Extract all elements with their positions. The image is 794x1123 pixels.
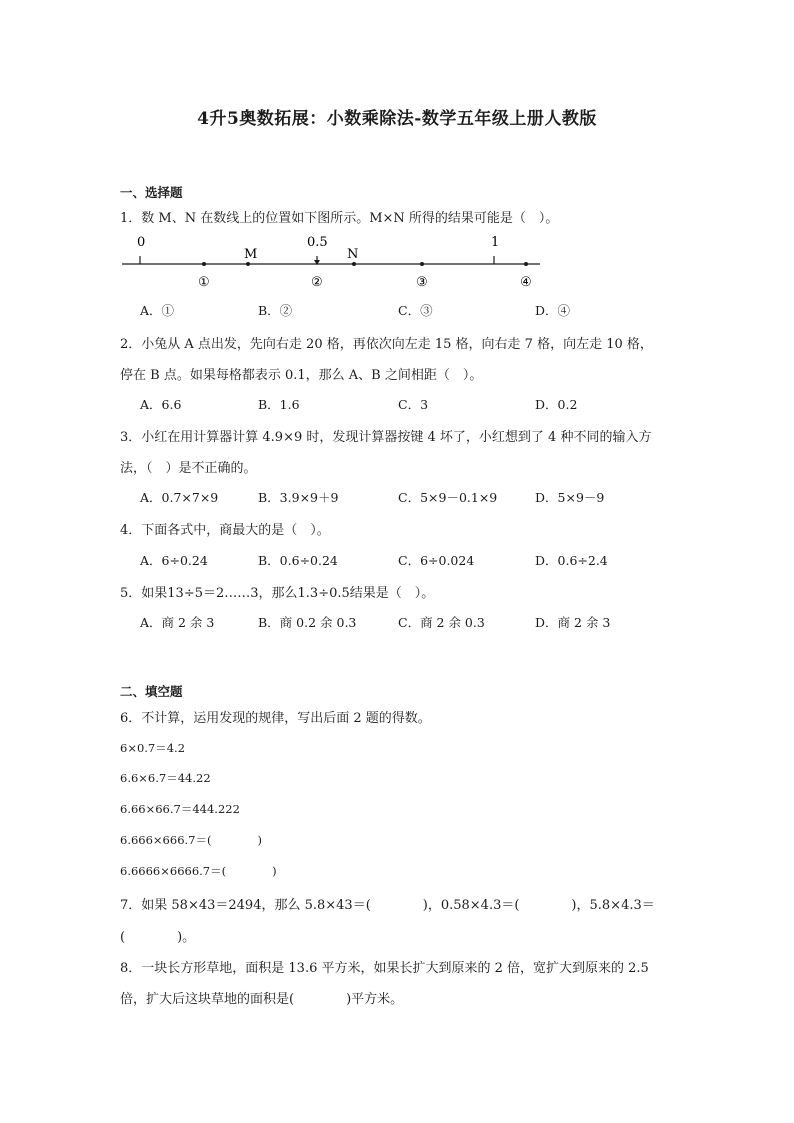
option-c[interactable]: C．6÷0.024: [398, 553, 475, 568]
section-heading-fill: 二、填空题: [120, 684, 183, 699]
question-6-text: 6．不计算，运用发现的规律，写出后面 2 题的得数。: [120, 711, 431, 726]
question-8-line-1: 8．一块长方形草地，面积是 13.6 平方米，如果长扩大到原来的 2 倍，宽扩大到原来的 2.5: [120, 961, 649, 976]
question-1-text: 1．数 M、N 在数线上的位置如下图所示。M×N 所得的结果可能是（ ）。: [120, 211, 559, 226]
point-N: [352, 262, 356, 266]
option-c[interactable]: C．③: [398, 303, 433, 318]
question-4-text: 4．下面各式中，商最大的是（ ）。: [120, 523, 330, 538]
option-c[interactable]: C．5×9－0.1×9: [398, 490, 498, 505]
question-2-line-1: 2．小兔从 A 点出发，先向右走 20 格，再依次向左走 15 格，向右走 7 格，向左走 10 格，: [120, 337, 653, 352]
option-a[interactable]: A．6÷0.24: [140, 553, 208, 568]
option-d[interactable]: D．0.6÷2.4: [535, 553, 608, 568]
section-heading-choice: 一、选择题: [120, 185, 183, 200]
mark-1: ①: [198, 275, 210, 290]
question-3-line-1: 3．小红在用计算器计算 4.9×9 时，发现计算器按键 4 坏了，小红想到了 4 种不同的输入方: [120, 430, 652, 445]
equation-4-blank[interactable]: 6.666×666.7＝( ): [120, 833, 262, 847]
option-a[interactable]: A．商 2 余 3: [140, 615, 215, 630]
question-4-options: [140, 551, 700, 569]
option-c[interactable]: C．3: [398, 397, 429, 412]
option-b[interactable]: B．1.6: [258, 397, 300, 412]
label-M: M: [244, 247, 258, 262]
option-b[interactable]: B．②: [258, 303, 293, 318]
option-a[interactable]: A．0.7×7×9: [140, 490, 219, 505]
option-d[interactable]: D．5×9－9: [535, 490, 605, 505]
option-a[interactable]: A．①: [140, 303, 175, 318]
question-5-text: 5．如果13÷5＝2……3，那么1.3÷0.5结果是（ ）。: [120, 586, 435, 601]
mark-3: ③: [416, 275, 428, 290]
label-N: N: [347, 247, 359, 262]
question-3-line-2: 法，（ ）是不正确的。: [120, 461, 257, 476]
label-0: 0: [137, 235, 146, 250]
number-line: [118, 230, 548, 292]
question-3-options: [140, 488, 700, 506]
page-title: 4升5奥数拓展：小数乘除法-数学五年级上册人教版: [197, 109, 597, 129]
option-b[interactable]: B．3.9×9＋9: [258, 490, 339, 505]
equation-5-blank[interactable]: 6.6666×6666.7＝( ): [120, 864, 277, 878]
question-5-options: [140, 613, 700, 631]
point-M: [246, 262, 250, 266]
question-2-line-2: 停在 B 点。如果每格都表示 0.1，那么 A、B 之间相距（ ）。: [120, 368, 483, 383]
label-05: 0.5: [307, 235, 328, 250]
point-3: [420, 262, 424, 266]
question-7-line-2[interactable]: ( )。: [120, 930, 196, 945]
option-b[interactable]: B．商 0.2 余 0.3: [258, 615, 357, 630]
question-7-line-1: 7．如果 58×43＝2494，那么 5.8×43＝( )，0.58×4.3＝( )，5.8×4.3＝: [120, 898, 655, 913]
mark-2: ②: [311, 275, 323, 290]
point-4: [524, 262, 528, 266]
question-2-options: [140, 395, 700, 413]
mark-4: ④: [520, 275, 532, 290]
equation-2: 6.6×6.7＝44.22: [120, 771, 211, 785]
question-8-line-2: 倍，扩大后这块草地的面积是( )平方米。: [120, 992, 404, 1007]
equation-3: 6.66×66.7＝444.222: [120, 802, 240, 816]
option-a[interactable]: A．6.6: [140, 397, 182, 412]
question-1-options: [140, 301, 700, 319]
option-d[interactable]: D．④: [535, 303, 571, 318]
option-d[interactable]: D．商 2 余 3: [535, 615, 611, 630]
label-1: 1: [491, 235, 500, 250]
option-d[interactable]: D．0.2: [535, 397, 578, 412]
point-1: [202, 262, 206, 266]
equation-1: 6×0.7＝4.2: [120, 741, 186, 755]
option-c[interactable]: C．商 2 余 0.3: [398, 615, 485, 630]
option-b[interactable]: B．0.6÷0.24: [258, 553, 338, 568]
